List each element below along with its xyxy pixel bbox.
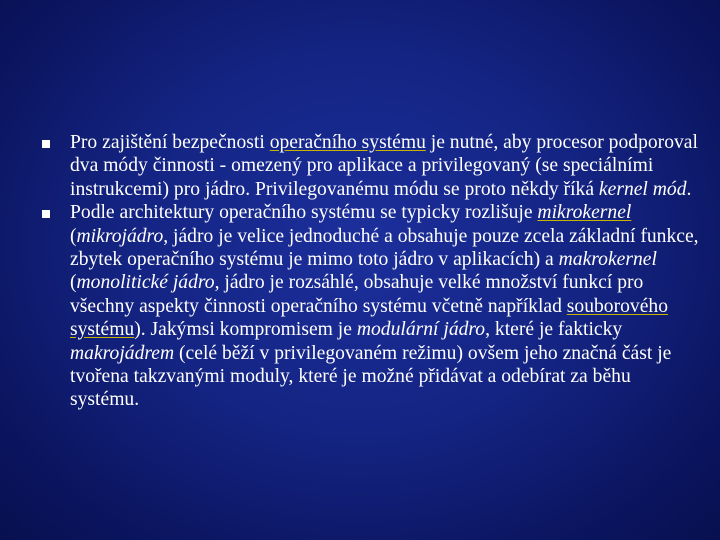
text-run: je nutné, aby procesor podporoval dva módy činnosti - omezený pro aplikace a privilegovaný (se speciálními instrukcemi) pro jádro. Privilegovanému módu se proto někdy říká: [70, 132, 698, 200]
bullet-text-2: [70, 202, 699, 410]
bullet-text-1: [70, 132, 698, 200]
text-run: , jádro je rozsáhlé, obsahuje velké množství funkcí pro všechny aspekty činnosti operačního systému včetně například: [70, 272, 644, 317]
italic-term: kernel mód: [598, 178, 687, 200]
bullet-list: [42, 131, 702, 412]
hyperlink[interactable]: operačního systému: [269, 132, 426, 153]
text-run: , jádro je velice jednoduché a obsahuje pouze zcela základní funkce, zbytek operačního systému je mimo toto jádro v aplikacích) a: [70, 225, 699, 271]
italic-term: mikrojádro: [76, 225, 164, 247]
text-run: (: [70, 272, 77, 294]
text-run: (: [70, 225, 77, 247]
text-run: Pro zajištění bezpečnosti: [70, 132, 270, 153]
hyperlink[interactable]: mikrokernel: [537, 202, 632, 224]
hyperlink[interactable]: souborového systému: [70, 295, 669, 341]
square-bullet-icon: [42, 210, 50, 218]
text-run: .: [686, 178, 692, 200]
italic-term: monolitické jádro: [76, 272, 215, 294]
italic-term: makrojádrem: [70, 342, 175, 364]
text-run: , které je fakticky: [485, 319, 623, 341]
text-run: Podle architektury operačního systému se typicky rozlišuje: [70, 202, 538, 224]
square-bullet-icon: [42, 140, 50, 148]
italic-term: modulární jádro: [356, 319, 486, 341]
text-run: ). Jakýmsi kompromisem je: [134, 319, 357, 341]
text-run: (celé běží v privilegovaném režimu) ovšem jeho značná část je tvořena takzvanými moduly, které je možné přidávat a odebírat za běhu systému.: [70, 342, 672, 411]
bullet-item-2: [42, 201, 702, 412]
italic-term: makrokernel: [558, 249, 657, 271]
bullet-item-1: [42, 131, 702, 201]
